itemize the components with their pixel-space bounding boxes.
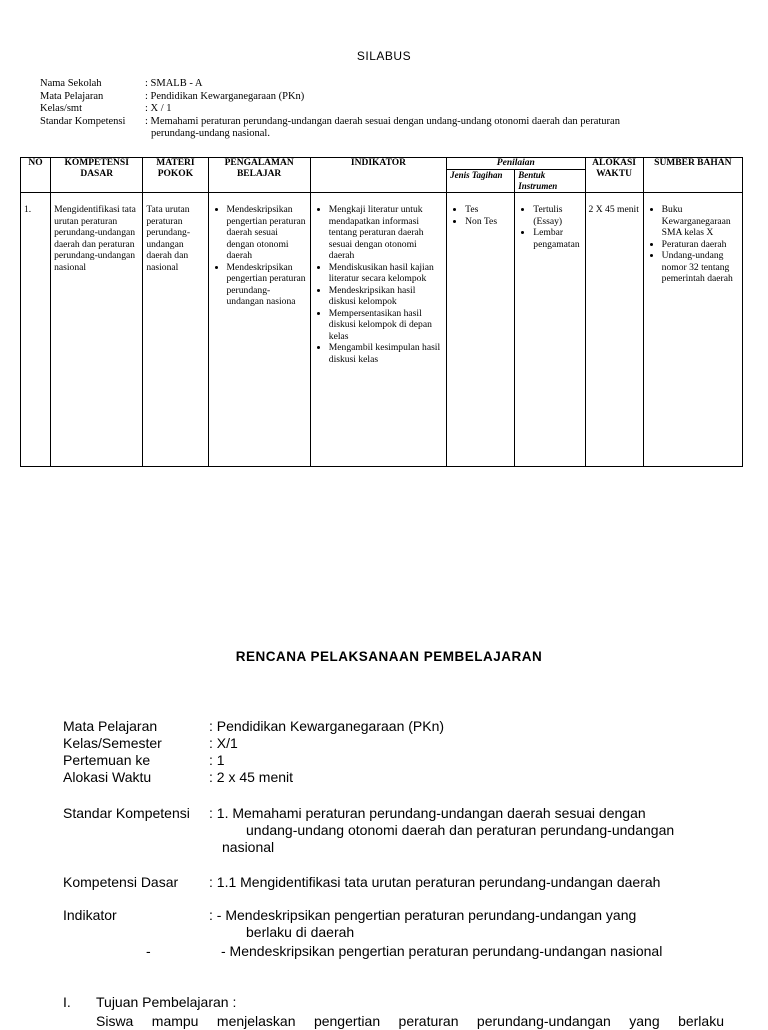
value-indikator-1: : - Mendeskripsikan pengertian peraturan perundang-undangan yang <box>209 907 637 923</box>
table-row <box>21 193 743 467</box>
meta-label: Nama Sekolah <box>40 78 102 89</box>
meta-value: : X / 1 <box>145 103 172 114</box>
label-kelas-semester: Kelas/Semester <box>63 735 162 751</box>
meta-value: : SMALB - A <box>145 78 203 89</box>
list-item: • Mendeskripsikan pengertian peraturan daerah sesuai dengan otonomi daerah <box>227 204 307 262</box>
cell-no: 1. <box>21 193 51 467</box>
list-item: • Mendeskripsikan pengertian peraturan perundang-undangan nasiona <box>227 262 307 308</box>
silabus-title: SILABUS <box>356 49 412 63</box>
cell-alokasi-waktu: 2 X 45 menit <box>585 193 643 467</box>
value-kompetensi-dasar: : 1.1 Mengidentifikasi tata urutan peraturan perundang-undangan daerah <box>209 874 661 890</box>
value-standar-kompetensi-2: undang-undang otonomi daerah dan peraturan perundang-undangan <box>246 822 675 838</box>
list-item: • Lembar pengamatan <box>533 227 581 250</box>
meta-value <box>145 116 730 141</box>
header-alokasi-waktu: ALOKASI WAKTU <box>585 158 643 193</box>
tujuan-number: I. <box>63 994 71 1010</box>
list-item: • Non Tes <box>465 216 511 228</box>
list-item: • Mengambil kesimpulan hasil diskusi kelas <box>329 342 443 365</box>
meta-value-line2: perundang-undang nasional. <box>151 128 270 139</box>
value-pertemuan: : 1 <box>209 752 225 768</box>
value-indikator-2: - Mendeskripsikan pengertian peraturan perundang-undangan nasional <box>221 943 663 959</box>
value-mata-pelajaran: : Pendidikan Kewarganegaraan (PKn) <box>209 718 445 734</box>
meta-value: : Pendidikan Kewarganegaraan (PKn) <box>145 90 305 102</box>
list-item: • Tes <box>465 204 511 216</box>
list-item: • Peraturan daerah <box>662 239 739 251</box>
rpp-title: RENCANA PELAKSANAAN PEMBELAJARAN <box>235 649 543 664</box>
header-sumber-bahan: SUMBER BAHAN <box>643 158 742 193</box>
cell-materi-pokok: Tata urutan peraturan perundang-undangan daerah dan nasional <box>143 193 208 467</box>
label-alokasi-waktu: Alokasi Waktu <box>63 769 152 785</box>
header-pengalaman-belajar: PENGALAMAN BELAJAR <box>208 158 310 193</box>
silabus-meta <box>40 78 730 141</box>
header-bentuk-instrumen: Bentuk Instrumen <box>515 170 585 193</box>
cell-pengalaman-belajar <box>208 193 310 467</box>
cell-bentuk-instrumen <box>515 193 585 467</box>
meta-row-sk <box>40 116 730 141</box>
list-item: • Mendiskusikan hasil kajian literatur secara kelompok <box>329 262 443 285</box>
header-materi-pokok: MATERI POKOK <box>143 158 208 193</box>
header-jenis-tagihan: Jenis Tagihan <box>447 170 515 193</box>
header-kompetensi-dasar: KOMPETENSI DASAR <box>51 158 143 193</box>
meta-label: Kelas/smt <box>40 103 82 114</box>
header-no: NO <box>21 158 51 193</box>
list-item: • Mendeskripsikan hasil diskusi kelompok <box>329 285 443 308</box>
value-standar-kompetensi-1: : 1. Memahami peraturan perundang-undangan daerah sesuai dengan <box>209 805 646 821</box>
silabus-table <box>20 157 743 467</box>
list-item: • Mempersentasikan hasil diskusi kelompok di depan kelas <box>329 308 443 343</box>
meta-value-line1: : Memahami peraturan perundang-undangan daerah sesuai dengan undang-undang otonomi daerah dan peraturan <box>145 115 620 127</box>
value-alokasi-waktu: : 2 x 45 menit <box>209 769 294 785</box>
meta-row-kelas <box>40 103 730 116</box>
list-item: • Undang-undang nomor 32 tentang pemerintah daerah <box>662 250 739 285</box>
value-indikator-1b: berlaku di daerah <box>246 924 355 940</box>
meta-label: Standar Kompetensi <box>40 115 126 127</box>
meta-label: Mata Pelajaran <box>40 90 104 102</box>
meta-row-mapel <box>40 91 730 104</box>
indikator-dash: - <box>146 943 151 959</box>
label-indikator: Indikator <box>63 907 117 923</box>
value-kelas-semester: : X/1 <box>209 735 238 751</box>
label-mata-pelajaran: Mata Pelajaran <box>63 718 158 734</box>
cell-jenis-tagihan <box>447 193 515 467</box>
cell-indikator <box>310 193 446 467</box>
list-item: • Mengkaji literatur untuk mendapatkan informasi tentang peraturan daerah sesuai dengan otonomi daerah <box>329 204 443 262</box>
value-standar-kompetensi-3: nasional <box>222 839 275 855</box>
list-item: • Tertulis (Essay) <box>533 204 581 227</box>
label-kompetensi-dasar: Kompetensi Dasar <box>63 874 179 890</box>
label-standar-kompetensi: Standar Kompetensi <box>63 805 190 821</box>
label-pertemuan: Pertemuan ke <box>63 752 151 768</box>
cell-kompetensi-dasar: Mengidentifikasi tata urutan peraturan perundang-undangan daerah dan peraturan perundang-undangan nasional <box>51 193 143 467</box>
tujuan-text: Siswa mampu menjelaskan pengertian peraturan perundang-undangan yang berlaku <box>96 1013 724 1029</box>
header-indikator: INDIKATOR <box>310 158 446 193</box>
meta-row-sekolah <box>40 78 730 91</box>
list-item: • Buku Kewarganegaraan SMA kelas X <box>662 204 739 239</box>
tujuan-label: Tujuan Pembelajaran : <box>96 994 237 1010</box>
cell-sumber-bahan <box>643 193 742 467</box>
header-penilaian: Penilaian <box>447 158 585 170</box>
